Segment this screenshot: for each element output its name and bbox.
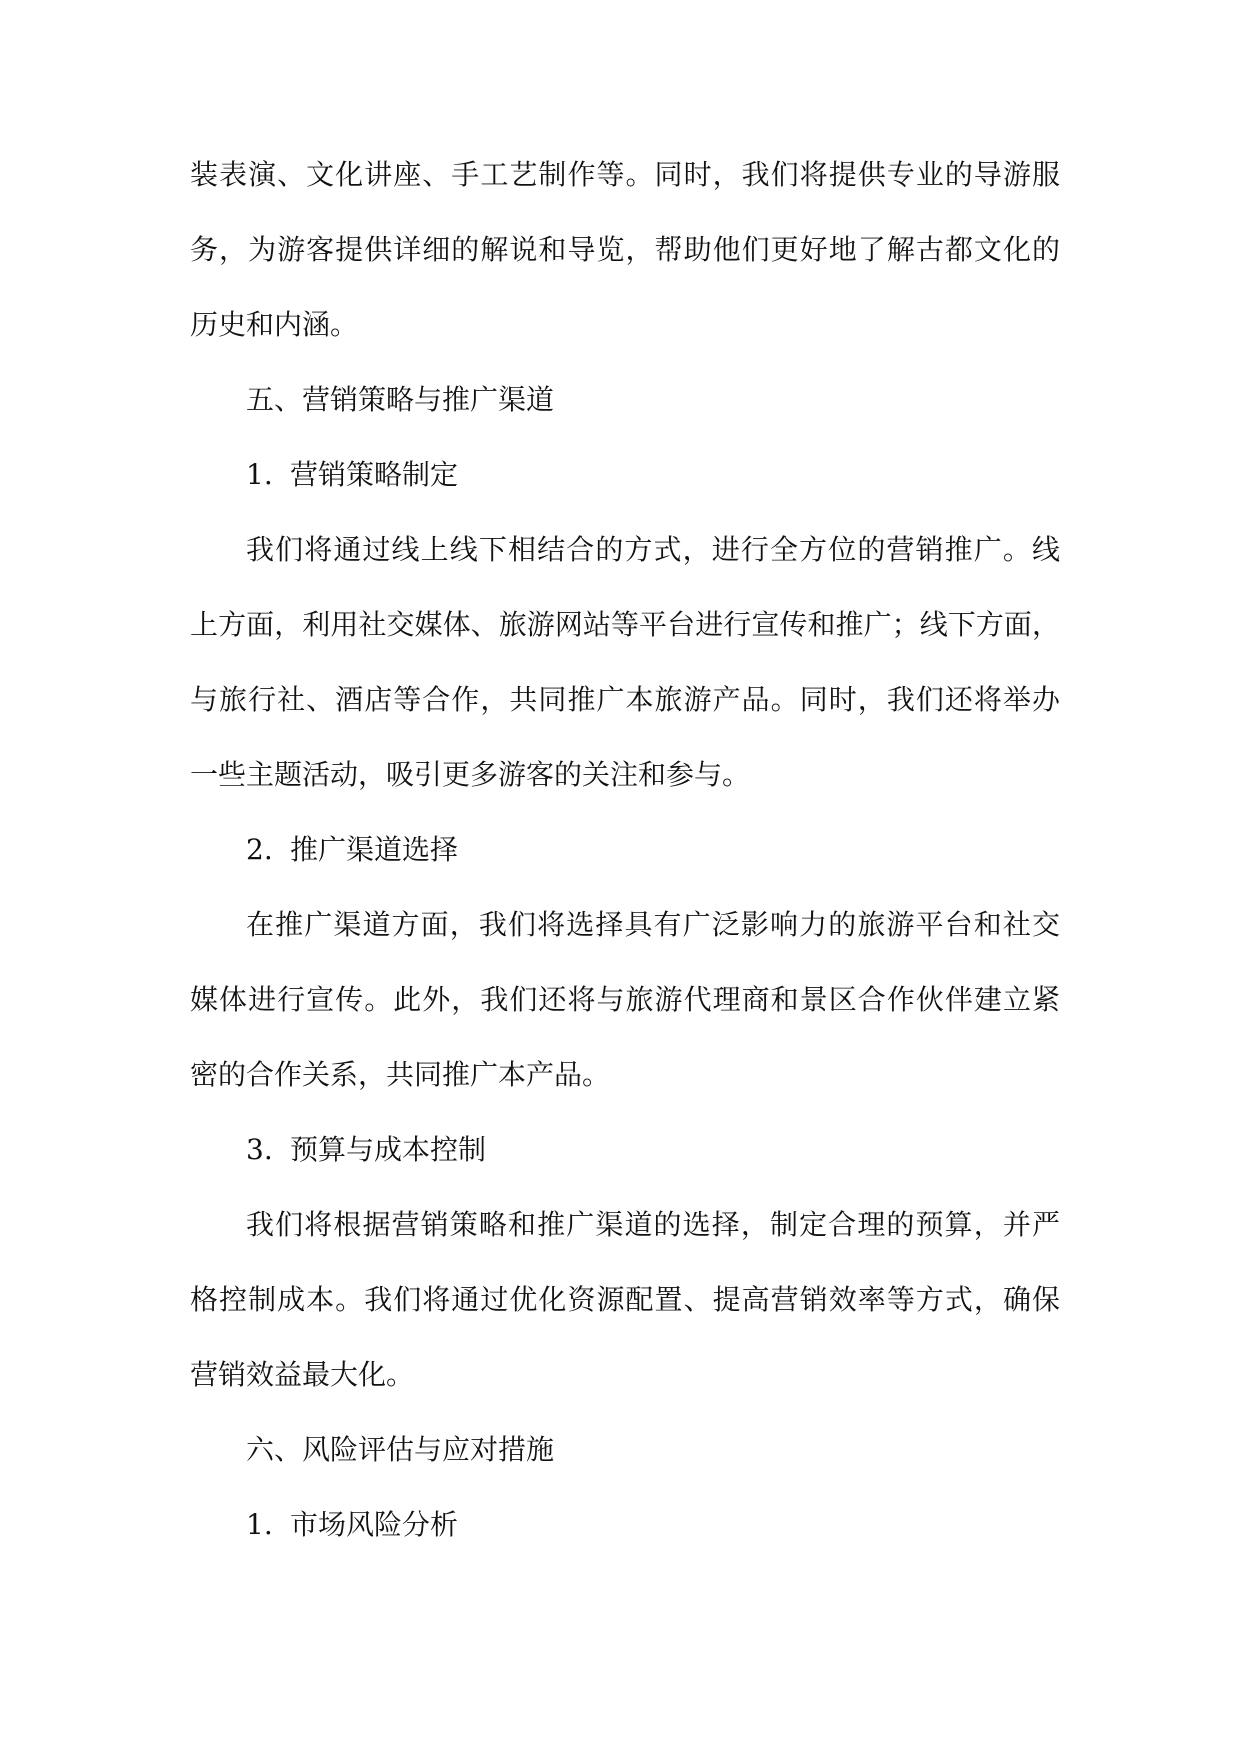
subsection-title: 预算与成本控制 [290,1133,487,1166]
subsection-heading [246,830,946,870]
paragraph-line: 历史和内涵。 [190,308,359,341]
paragraph-line: 媒体进行宣传。此外，我们还将与旅游代理商和景区合作伙伴建立紧 [190,983,1060,1016]
paragraph-line: 格控制成本。我们将通过优化资源配置、提高营销效率等方式，确保 [190,1283,1060,1316]
section-heading: 五、营销策略与推广渠道 [246,383,555,416]
paragraph-line: 与旅行社、酒店等合作，共同推广本旅游产品。同时，我们还将举办 [190,683,1060,716]
subsection-number: 3. [246,1133,273,1166]
paragraph-line: 上方面，利用社交媒体、旅游网站等平台进行宣传和推广；线下方面， [190,608,1060,641]
paragraph-line: 装表演、文化讲座、手工艺制作等。同时，我们将提供专业的导游服 [190,158,1060,191]
subsection-title: 营销策略制定 [290,458,459,491]
paragraph-line: 在推广渠道方面，我们将选择具有广泛影响力的旅游平台和社交 [246,908,1060,941]
paragraph-line: 一些主题活动，吸引更多游客的关注和参与。 [190,758,751,791]
paragraph-line: 密的合作关系，共同推广本产品。 [190,1058,611,1091]
subsection-number: 2. [246,833,273,866]
paragraph-line: 我们将根据营销策略和推广渠道的选择，制定合理的预算，并严 [246,1208,1060,1241]
subsection-number: 1. [246,1508,273,1541]
subsection-title: 推广渠道选择 [290,833,459,866]
paragraph-line: 营销效益最大化。 [190,1358,415,1391]
subsection-number: 1. [246,458,273,491]
subsection-heading [246,1130,946,1170]
section-heading: 六、风险评估与应对措施 [246,1433,555,1466]
paragraph-line: 务，为游客提供详细的解说和导览，帮助他们更好地了解古都文化的 [190,233,1060,266]
subsection-title: 市场风险分析 [290,1508,459,1541]
subsection-heading [246,1505,946,1545]
subsection-heading [246,455,946,495]
paragraph-line: 我们将通过线上线下相结合的方式，进行全方位的营销推广。线 [246,533,1060,566]
